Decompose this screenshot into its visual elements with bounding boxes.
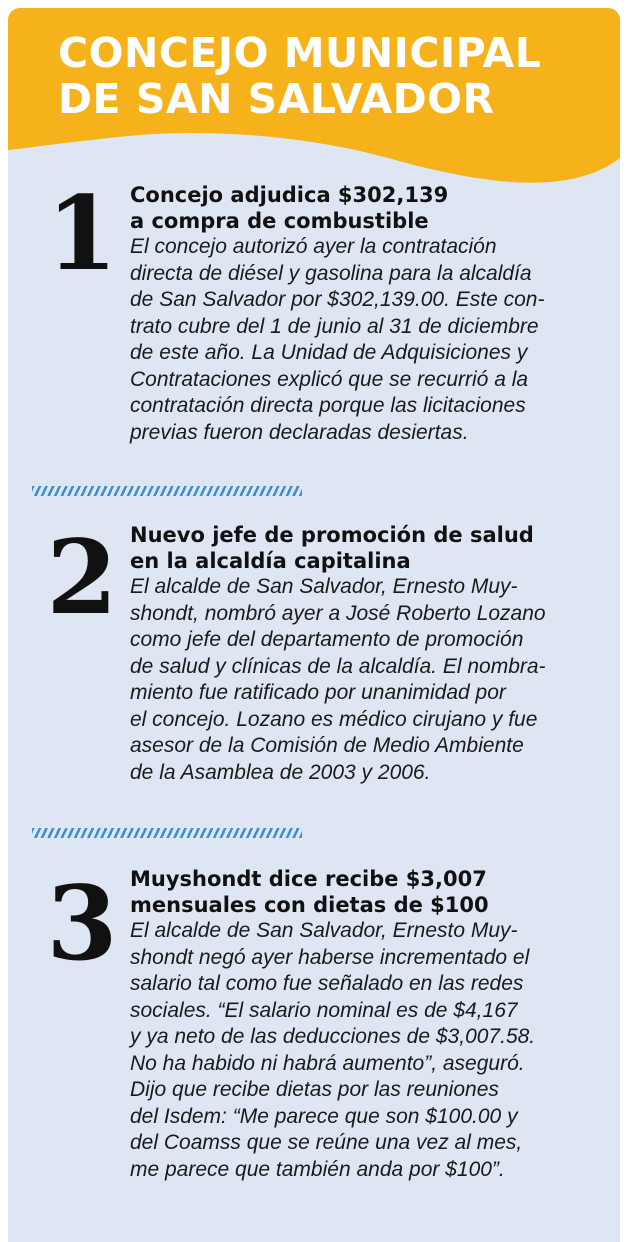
divider-2 <box>32 828 302 838</box>
body-line: y ya neto de las deducciones de $3,007.58. <box>130 1025 536 1048</box>
body-line: Dijo que recibe dietas por las reuniones <box>130 1078 499 1101</box>
news-box <box>8 8 620 1242</box>
item-headline <box>130 522 600 574</box>
header-banner <box>8 8 620 198</box>
body-line: sociales. “El salario nominal es de $4,167 <box>130 998 518 1022</box>
body-line: El alcalde de San Salvador, Ernesto Muy- <box>130 575 518 598</box>
body-line: el concejo. Lozano es médico cirujano y fue <box>130 707 538 731</box>
item-body <box>130 918 602 1183</box>
body-line: de San Salvador por $302,139.00. Este con- <box>130 288 545 311</box>
body-line: Contrataciones explicó que se recurrió a la <box>130 367 529 391</box>
headline-line: Nuevo jefe de promoción de salud <box>130 523 534 547</box>
body-line: El alcalde de San Salvador, Ernesto Muy- <box>130 919 518 942</box>
body-line: del Coamss que se reúne una vez al mes, <box>130 1131 523 1154</box>
body-line: de este año. La Unidad de Adquisiciones y <box>130 341 528 364</box>
item-number: 2 <box>46 518 118 638</box>
headline-line: mensuales con dietas de $100 <box>130 893 489 917</box>
body-line: me parece que también anda por $100”. <box>130 1157 505 1181</box>
body-line: de salud y clínicas de la alcaldía. El nombra- <box>130 654 546 678</box>
headline-line: Muyshondt dice recibe $3,007 <box>130 867 487 891</box>
body-line: como jefe del departamento de promoción <box>130 628 524 651</box>
item-body <box>130 234 602 446</box>
body-line: directa de diésel y gasolina para la alcaldía <box>130 261 532 285</box>
item-number: 1 <box>46 174 118 294</box>
body-line: shondt negó ayer haberse incrementado el <box>130 945 530 969</box>
headline-line: Concejo adjudica $302,139 <box>130 183 449 207</box>
section-title <box>58 30 598 122</box>
headline-line: en la alcaldía capitalina <box>130 549 411 573</box>
body-line: No ha habido ni habrá aumento”, aseguró. <box>130 1051 525 1075</box>
divider-1 <box>32 486 302 496</box>
body-line: contratación directa porque las licitaciones <box>130 394 526 417</box>
section-title-line-1: CONCEJO MUNICIPAL <box>58 29 542 77</box>
body-line: shondt, nombró ayer a José Roberto Lozano <box>130 601 546 625</box>
body-line: del Isdem: “Me parece que son $100.00 y <box>130 1104 518 1128</box>
item-number: 3 <box>46 864 118 984</box>
body-line: asesor de la Comisión de Medio Ambiente <box>130 734 524 757</box>
item-headline <box>130 182 600 234</box>
body-line: miento fue ratificado por unanimidad por <box>130 681 506 704</box>
body-line: trato cubre del 1 de junio al 31 de diciembre <box>130 314 539 338</box>
body-line: previas fueron declaradas desiertas. <box>130 420 469 444</box>
section-title-line-2: DE SAN SALVADOR <box>58 75 495 123</box>
item-headline <box>130 866 600 918</box>
body-line: salario tal como fue señalado en las redes <box>130 972 524 995</box>
body-line: de la Asamblea de 2003 y 2006. <box>130 760 431 784</box>
body-line: El concejo autorizó ayer la contratación <box>130 235 497 258</box>
headline-line: a compra de combustible <box>130 209 429 233</box>
item-body <box>130 574 602 786</box>
